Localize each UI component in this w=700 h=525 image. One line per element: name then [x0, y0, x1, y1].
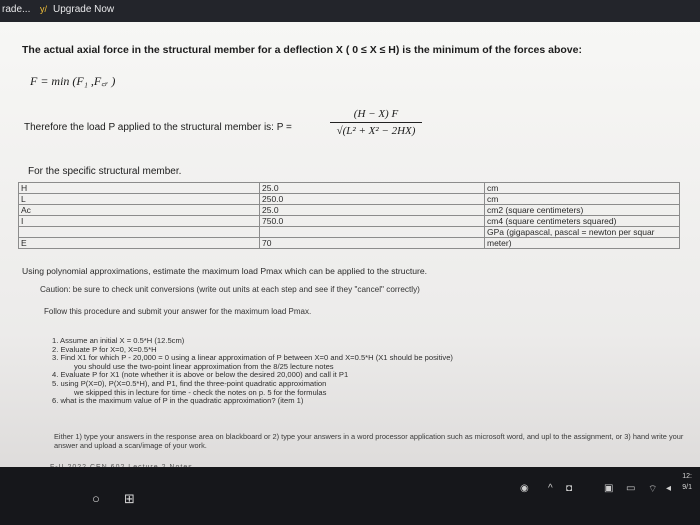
table-row	[19, 227, 680, 238]
tray-icon[interactable]: ▣	[604, 483, 614, 494]
tray-icon[interactable]: ◘	[566, 483, 573, 494]
browser-tab-bar	[0, 0, 700, 22]
table-cell: H	[19, 183, 260, 194]
table-cell: GPa (gigapascal, pascal = newton per squar	[485, 227, 680, 238]
fraction-numerator: (H − X) F	[330, 108, 422, 123]
table-cell: meter)	[485, 238, 680, 249]
procedure-steps	[52, 337, 453, 406]
list-item: we skipped this in lecture for time - check the notes on p. 5 for the formulas	[74, 387, 327, 397]
therefore-text: Therefore the load P applied to the structural member is: P =	[24, 122, 292, 133]
intro-text: The actual axial force in the structural member for a deflection X ( 0 ≤ X ≤ H) is the minimum of the forces above:	[22, 44, 582, 56]
start-icon[interactable]: ○	[92, 491, 100, 506]
chevron-up-icon[interactable]: ^	[548, 483, 553, 494]
table-row	[19, 194, 680, 205]
upgrade-icon: y/	[40, 4, 48, 14]
list-item: 6. what is the maximum value of P in the quadratic approximation? (item 1)	[52, 396, 304, 406]
list-item: you should use the two-point linear approximation from the 8/25 lecture notes	[74, 361, 334, 371]
list-item: 4. Evaluate P for X1 (note whether it is above or below the desired 20,000) and call it P1	[52, 370, 349, 380]
document-page	[0, 22, 700, 467]
table-cell: E	[19, 238, 260, 249]
fraction-denominator: √(L² + X² − 2HX)	[336, 125, 416, 137]
table-cell: 750.0	[260, 216, 485, 227]
clock-date: 9/1	[682, 484, 692, 491]
table-cell	[260, 227, 485, 238]
table-cell: 250.0	[260, 194, 485, 205]
caution-text: Caution: be sure to check unit conversions (write out units at each step and see if they "cancel" correctly)	[40, 285, 420, 294]
clock-time: 12:	[682, 473, 692, 480]
wifi-icon[interactable]: ⌔	[648, 484, 658, 495]
tab-upgrade-label: Upgrade Now	[53, 4, 115, 15]
system-clock[interactable]	[682, 471, 692, 493]
properties-table	[18, 182, 680, 249]
instruction-text: Using polynomial approximations, estimate the maximum load Pmax which can be applied to the structure.	[22, 266, 428, 276]
table-cell: L	[19, 194, 260, 205]
table-cell: 25.0	[260, 205, 485, 216]
table-cell: Ac	[19, 205, 260, 216]
table-cell: 70	[260, 238, 485, 249]
table-cell	[19, 227, 260, 238]
load-fraction	[330, 108, 422, 137]
table-cell: cm	[485, 194, 680, 205]
table-cell: 25.0	[260, 183, 485, 194]
table-row	[19, 216, 680, 227]
table-cell: cm2 (square centimeters)	[485, 205, 680, 216]
table-row	[19, 205, 680, 216]
list-item: 1. Assume an initial X = 0.5*H (12.5cm)	[52, 336, 185, 345]
battery-icon[interactable]: ▭	[626, 483, 636, 494]
follow-text: Follow this procedure and submit your answer for the maximum load Pmax.	[44, 307, 312, 316]
table-cell: cm4 (square centimeters squared)	[485, 216, 680, 227]
tab-upgrade-now[interactable]	[40, 4, 114, 15]
volume-icon[interactable]: ◂	[666, 483, 672, 494]
table-cell: I	[19, 216, 260, 227]
list-item: 2. Evaluate P for X=0, X=0.5*H	[52, 344, 157, 354]
tab-grade[interactable]: rade...	[2, 4, 31, 15]
tray-app-icon[interactable]: ◉	[520, 483, 529, 494]
submission-instructions: Either 1) type your answers in the response area on blackboard or 2) type your answers in a word processor application such as microsoft word, and upl to the assignment, or 3) hand write your answer and upload a scan/image of your work.	[54, 432, 684, 450]
min-formula: F = min (F₁ ,F꜀ᵣ )	[30, 74, 116, 88]
taskbar	[0, 467, 700, 525]
for-specific-text: For the specific structural member.	[28, 166, 182, 177]
task-view-icon[interactable]: ⊞	[124, 491, 135, 506]
table-row	[19, 183, 680, 194]
table-cell: cm	[485, 183, 680, 194]
table-row	[19, 238, 680, 249]
list-item: 3. Find X1 for which P - 20,000 = 0 using a linear approximation of P between X=0 and X=0.5*H (X1 should be positive)	[52, 353, 453, 363]
list-item: 5. using P(X=0), P(X=0.5*H), and P1, find the three-point quadratic approximation	[52, 378, 327, 388]
